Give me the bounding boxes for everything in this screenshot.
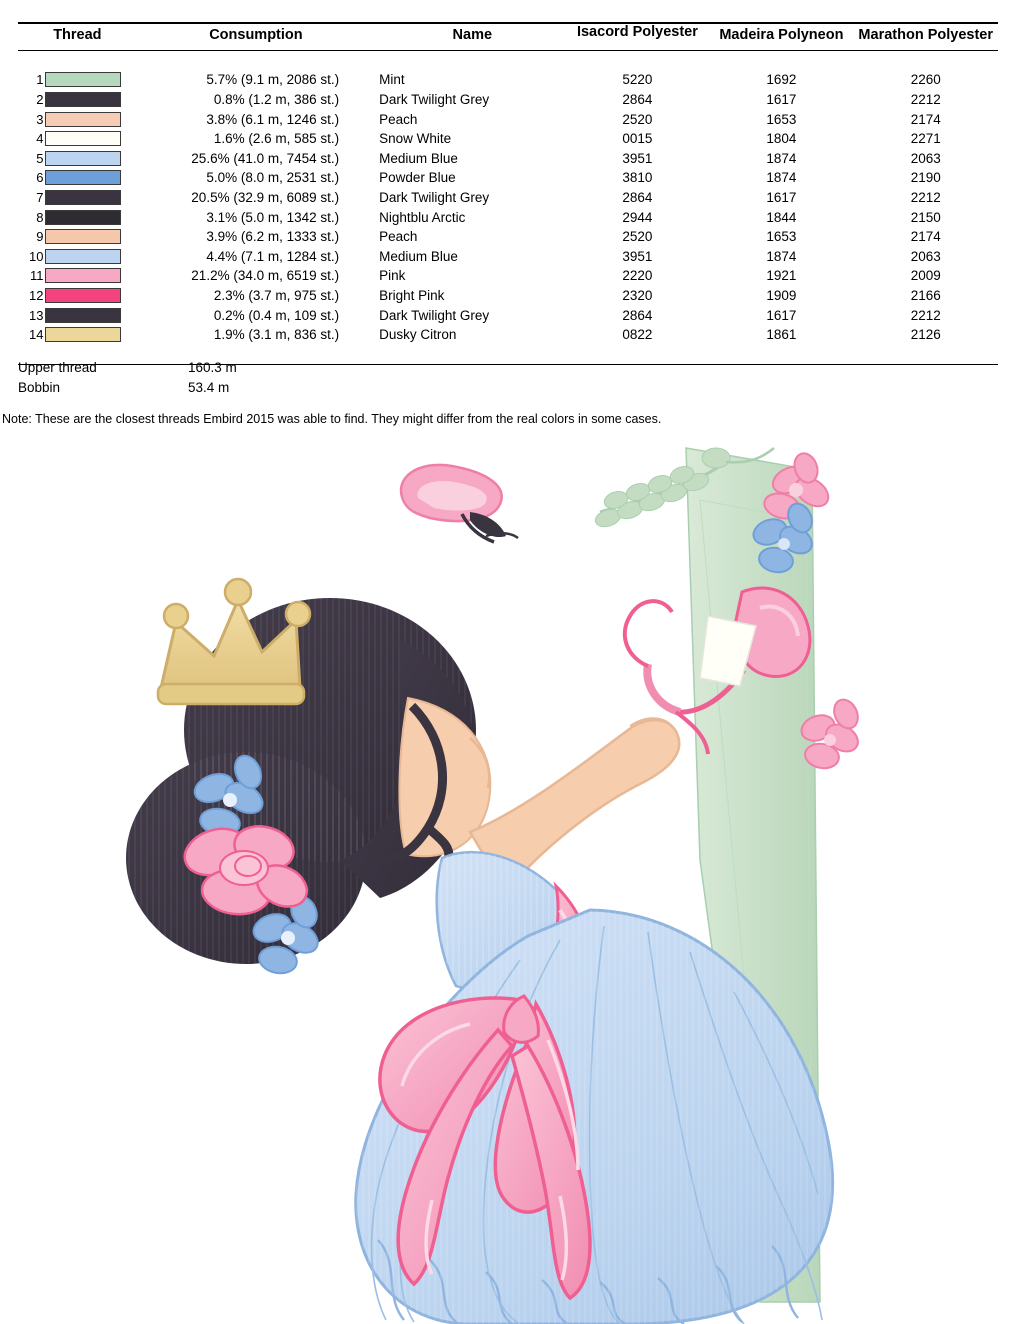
thread-code-madeira: 1692 [766, 72, 797, 88]
thread-code-isacord: 3951 [622, 150, 653, 166]
thread-code-madeira: 1617 [766, 307, 797, 323]
thread-code-marathon: 2126 [910, 327, 941, 343]
thread-table [18, 22, 998, 365]
thread-color-swatch-cell [45, 109, 136, 129]
color-swatch [45, 249, 121, 264]
thread-code-madeira: 1874 [766, 248, 797, 264]
thread-code-madeira: 1617 [766, 189, 797, 205]
thread-index: 10 [29, 248, 44, 264]
thread-color-swatch-cell [45, 168, 136, 188]
column-header-name: Name [452, 27, 493, 43]
color-swatch [45, 190, 121, 205]
color-swatch [45, 151, 121, 166]
thread-consumption: 3.8% (6.1 m, 1246 st.) [206, 111, 340, 127]
thread-code-marathon: 2063 [910, 248, 941, 264]
bobbin-value: 53.4 m [188, 379, 230, 395]
thread-code-marathon: 2212 [910, 307, 941, 323]
column-header-thread: Thread [53, 27, 102, 43]
thread-code-marathon: 2166 [910, 287, 941, 303]
thread-code-isacord: 2520 [622, 229, 653, 245]
thread-table-body [18, 51, 998, 365]
color-swatch [45, 268, 121, 283]
thread-name: Powder Blue [379, 170, 456, 186]
thread-index: 2 [36, 91, 44, 107]
thread-code-madeira: 1874 [766, 170, 797, 186]
thread-consumption: 20.5% (32.9 m, 6089 st.) [191, 189, 340, 205]
thread-code-madeira: 1844 [766, 209, 797, 225]
thread-color-swatch-cell [45, 207, 136, 227]
thread-code-isacord: 2864 [622, 91, 653, 107]
thread-code-marathon: 2190 [910, 170, 941, 186]
column-header-consumption: Consumption [209, 27, 303, 43]
thread-index: 8 [36, 209, 44, 225]
thread-code-isacord: 2320 [622, 287, 653, 303]
thread-consumption: 21.2% (34.0 m, 6519 st.) [191, 268, 340, 284]
thread-code-marathon: 2174 [910, 229, 941, 245]
color-swatch [45, 229, 121, 244]
color-swatch [45, 112, 121, 127]
thread-code-isacord: 2944 [622, 209, 653, 225]
thread-code-madeira: 1861 [766, 327, 797, 343]
table-row [18, 70, 998, 90]
thread-code-madeira: 1804 [766, 131, 797, 147]
thread-code-isacord: 0015 [622, 131, 653, 147]
table-row [18, 207, 998, 227]
thread-code-madeira: 1921 [766, 268, 797, 284]
color-swatch [45, 72, 121, 87]
thread-name: Dark Twilight Grey [379, 307, 490, 323]
thread-code-isacord: 2864 [622, 189, 653, 205]
thread-consumption: 0.8% (1.2 m, 386 st.) [213, 91, 340, 107]
thread-index: 14 [29, 327, 44, 343]
thread-color-swatch-cell [45, 325, 136, 345]
thread-code-isacord: 3810 [622, 170, 653, 186]
thread-code-madeira: 1653 [766, 111, 797, 127]
thread-code-marathon: 2150 [910, 209, 941, 225]
column-header-marathon: Marathon Polyester [858, 27, 993, 43]
embroidery-design-preview [0, 440, 1015, 1324]
thread-code-isacord: 5220 [622, 72, 653, 88]
thread-color-swatch-cell [45, 266, 136, 286]
table-row [18, 129, 998, 149]
color-swatch [45, 131, 121, 146]
color-swatch [45, 92, 121, 107]
totals-section [18, 357, 418, 397]
table-row [18, 266, 998, 286]
table-row [18, 286, 998, 306]
thread-name: Dark Twilight Grey [379, 189, 490, 205]
thread-index: 1 [36, 72, 44, 88]
thread-name: Bright Pink [379, 287, 445, 303]
thread-code-marathon: 2009 [910, 268, 941, 284]
table-spacer [18, 51, 998, 71]
thread-name: Mint [379, 72, 405, 88]
upper-thread-label: Upper thread [18, 359, 97, 375]
thread-consumption: 25.6% (41.0 m, 7454 st.) [191, 150, 340, 166]
table-row [18, 188, 998, 208]
column-header-isacord: Isacord Polyester [576, 24, 698, 40]
thread-code-madeira: 1874 [766, 150, 797, 166]
thread-code-isacord: 2520 [622, 111, 653, 127]
thread-consumption: 3.1% (5.0 m, 1342 st.) [206, 209, 340, 225]
ballerina-illustration [0, 440, 1015, 1324]
thread-index: 9 [36, 229, 44, 245]
thread-consumption: 5.7% (9.1 m, 2086 st.) [206, 72, 340, 88]
thread-color-swatch-cell [45, 148, 136, 168]
thread-index: 6 [36, 170, 44, 186]
thread-name: Dusky Citron [379, 327, 457, 343]
thread-index: 4 [36, 131, 44, 147]
upper-thread-row [18, 357, 418, 377]
thread-consumption: 1.9% (3.1 m, 836 st.) [213, 327, 340, 343]
table-row [18, 148, 998, 168]
thread-index: 5 [36, 150, 44, 166]
thread-color-swatch-cell [45, 305, 136, 325]
thread-code-marathon: 2271 [910, 131, 941, 147]
thread-code-marathon: 2212 [910, 91, 941, 107]
bobbin-label: Bobbin [18, 379, 61, 395]
thread-index: 12 [29, 287, 44, 303]
crown [158, 579, 310, 704]
thread-table-container [18, 22, 998, 365]
butterfly [401, 465, 518, 542]
color-swatch [45, 288, 121, 303]
disclaimer-note: Note: These are the closest threads Embird 2015 was able to find. They might differ from the real colors in some cases. [2, 412, 662, 426]
bobbin-row [18, 377, 418, 397]
thread-name: Dark Twilight Grey [379, 91, 490, 107]
thread-name: Pink [379, 268, 406, 284]
table-row [18, 246, 998, 266]
thread-code-marathon: 2063 [910, 150, 941, 166]
upper-thread-value: 160.3 m [188, 359, 237, 375]
thread-color-swatch-cell [45, 227, 136, 247]
table-row [18, 227, 998, 247]
thread-index: 3 [36, 111, 44, 127]
thread-code-isacord: 0822 [622, 327, 653, 343]
thread-code-madeira: 1617 [766, 91, 797, 107]
thread-consumption: 5.0% (8.0 m, 2531 st.) [206, 170, 340, 186]
thread-consumption: 3.9% (6.2 m, 1333 st.) [206, 229, 340, 245]
thread-code-isacord: 2864 [622, 307, 653, 323]
thread-name: Medium Blue [379, 248, 458, 264]
thread-consumption: 2.3% (3.7 m, 975 st.) [213, 287, 340, 303]
thread-color-swatch-cell [45, 188, 136, 208]
thread-consumption: 1.6% (2.6 m, 585 st.) [213, 131, 340, 147]
color-swatch [45, 170, 121, 185]
thread-name: Snow White [379, 131, 452, 147]
thread-color-swatch-cell [45, 246, 136, 266]
thread-table-head [18, 23, 998, 51]
thread-code-isacord: 2220 [622, 268, 653, 284]
table-row [18, 90, 998, 110]
thread-code-marathon: 2260 [910, 72, 941, 88]
thread-color-swatch-cell [45, 70, 136, 90]
thread-name: Peach [379, 229, 418, 245]
color-swatch [45, 327, 121, 342]
table-row [18, 168, 998, 188]
table-row [18, 325, 998, 345]
thread-name: Peach [379, 111, 418, 127]
thread-index: 11 [29, 268, 44, 284]
thread-code-marathon: 2174 [910, 111, 941, 127]
thread-index: 13 [29, 307, 44, 323]
thread-name: Nightblu Arctic [379, 209, 466, 225]
thread-color-swatch-cell [45, 129, 136, 149]
thread-consumption: 0.2% (0.4 m, 109 st.) [213, 307, 340, 323]
thread-index: 7 [36, 189, 44, 205]
thread-code-madeira: 1909 [766, 287, 797, 303]
column-header-madeira: Madeira Polyneon [719, 27, 844, 43]
thread-code-madeira: 1653 [766, 229, 797, 245]
table-row [18, 305, 998, 325]
thread-name: Medium Blue [379, 150, 458, 166]
table-row [18, 109, 998, 129]
thread-consumption: 4.4% (7.1 m, 1284 st.) [206, 248, 340, 264]
color-swatch [45, 210, 121, 225]
thread-code-marathon: 2212 [910, 189, 941, 205]
thread-color-swatch-cell [45, 90, 136, 110]
thread-color-swatch-cell [45, 286, 136, 306]
thread-code-isacord: 3951 [622, 248, 653, 264]
color-swatch [45, 308, 121, 323]
